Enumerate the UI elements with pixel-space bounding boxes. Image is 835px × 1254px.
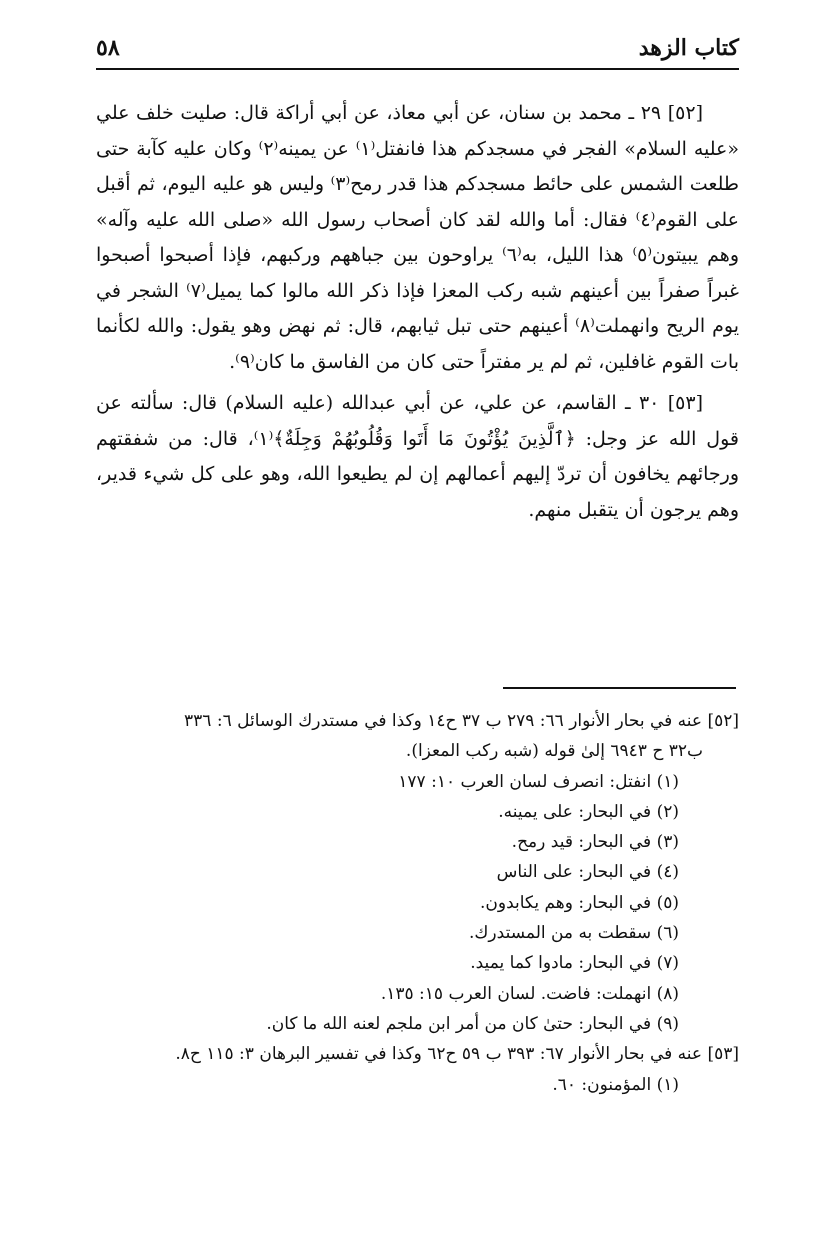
footnote-item: (٢) في البحار: على يمينه. [498,801,679,822]
footnote-list-52 [96,767,739,1040]
footnote-list-53 [96,1070,739,1100]
footnote-item: (٧) في البحار: مادوا كما يميد. [470,953,679,974]
footnote-item: (٩) في البحار: حتىٰ كان من أمر ابن ملجم لعنه الله ما كان. [266,1013,679,1034]
footnote-separator [503,687,736,689]
footnote-item: (١) المؤمنون: ٦٠. [552,1074,679,1095]
footnotes [96,706,739,1100]
footnote-item: (٨) انهملت: فاضت. لسان العرب ١٥: ١٣٥. [380,983,679,1004]
footnote-item: (٦) سقطت به من المستدرك. [469,923,679,944]
footnote-source-52: [٥٢] عنه في بحار الأنوار ٦٦: ٢٧٩ ب ٣٧ ح١٤ وكذا في مستدرك الوسائل ٦: ٣٣٦ [184,711,739,731]
footnote-item: (٣) في البحار: قيد رمح. [511,832,679,853]
footnote-item: (٥) في البحار: وهم يكابدون. [480,892,679,913]
running-title: كتاب الزهد [638,35,739,61]
hadith-52: [٥٢] ٢٩ ـ محمد بن سنان، عن أبي معاذ، عن أبي أراكة قال: صليت خلف علي «عليه السلام» الفجر في مسجدكم هذا فانفتل⁽١⁾ عن يمينه⁽٢⁾ وكان عليه كآبة حتى طلعت الشمس على حائط مسجدكم هذا قدر رمح⁽٣⁾ وليس هو عليه اليوم، ثم أقبل على القوم⁽٤⁾ فقال: أما والله لقد كان أصحاب رسول الله «صلى الله عليه وآله» وهم يبيتون⁽٥⁾ هذا الليل، به⁽٦⁾ يراوحون بين جباههم وركبهم، فإذا أصبحوا أصبحوا غبراً صفراً بين أعينهم شبه ركب المعزا فإذا ذكر الله مالوا كما يميل⁽٧⁾ الشجر في يوم الريح وانهملت⁽٨⁾ أعينهم حتى تبل ثيابهم، قال: ثم نهض وهو يقول: والله لكأنما بات القوم غافلين، ثم لم ير مفتراً حتى كان من الفاسق ما كان⁽٩⁾. [96,102,740,373]
footnote-block-53 [96,1039,739,1100]
footnote-source-52-continued: ب٣٢ ح ٦٩٤٣ إلىٰ قوله (شبه ركب المعزا). [405,741,703,762]
footnote-item: (٤) في البحار: على الناس [496,862,679,883]
page-number: ٥٨ [96,35,120,61]
hadith-53: [٥٣] ٣٠ ـ القاسم، عن علي، عن أبي عبدالله (عليه السلام) قال: سألته عن قول الله عز وجل: ﴿ٱلَّذِينَ يُؤْتُونَ مَا أَتَوا وَقُلُوبُهُمْ وَجِلَةٌ﴾⁽١⁾، قال: من شفقتهم ورجائهم يخافون أن تردّ إليهم أعمالهم إن لم يطيعوا الله، وهو على كل شيء قدير، وهم يرجون أن يتقبل منهم. [96,392,740,521]
footnote-block-52 [96,706,739,1039]
footnote-item: (١) انفتل: انصرف لسان العرب ١٠: ١٧٧ [398,771,679,792]
footnote-source-53: [٥٣] عنه في بحار الأنوار ٦٧: ٣٩٣ ب ٥٩ ح٦٢ وكذا في تفسير البرهان ٣: ١١٥ ح٨. [175,1044,739,1065]
page-header [96,28,739,70]
main-text [96,96,739,528]
